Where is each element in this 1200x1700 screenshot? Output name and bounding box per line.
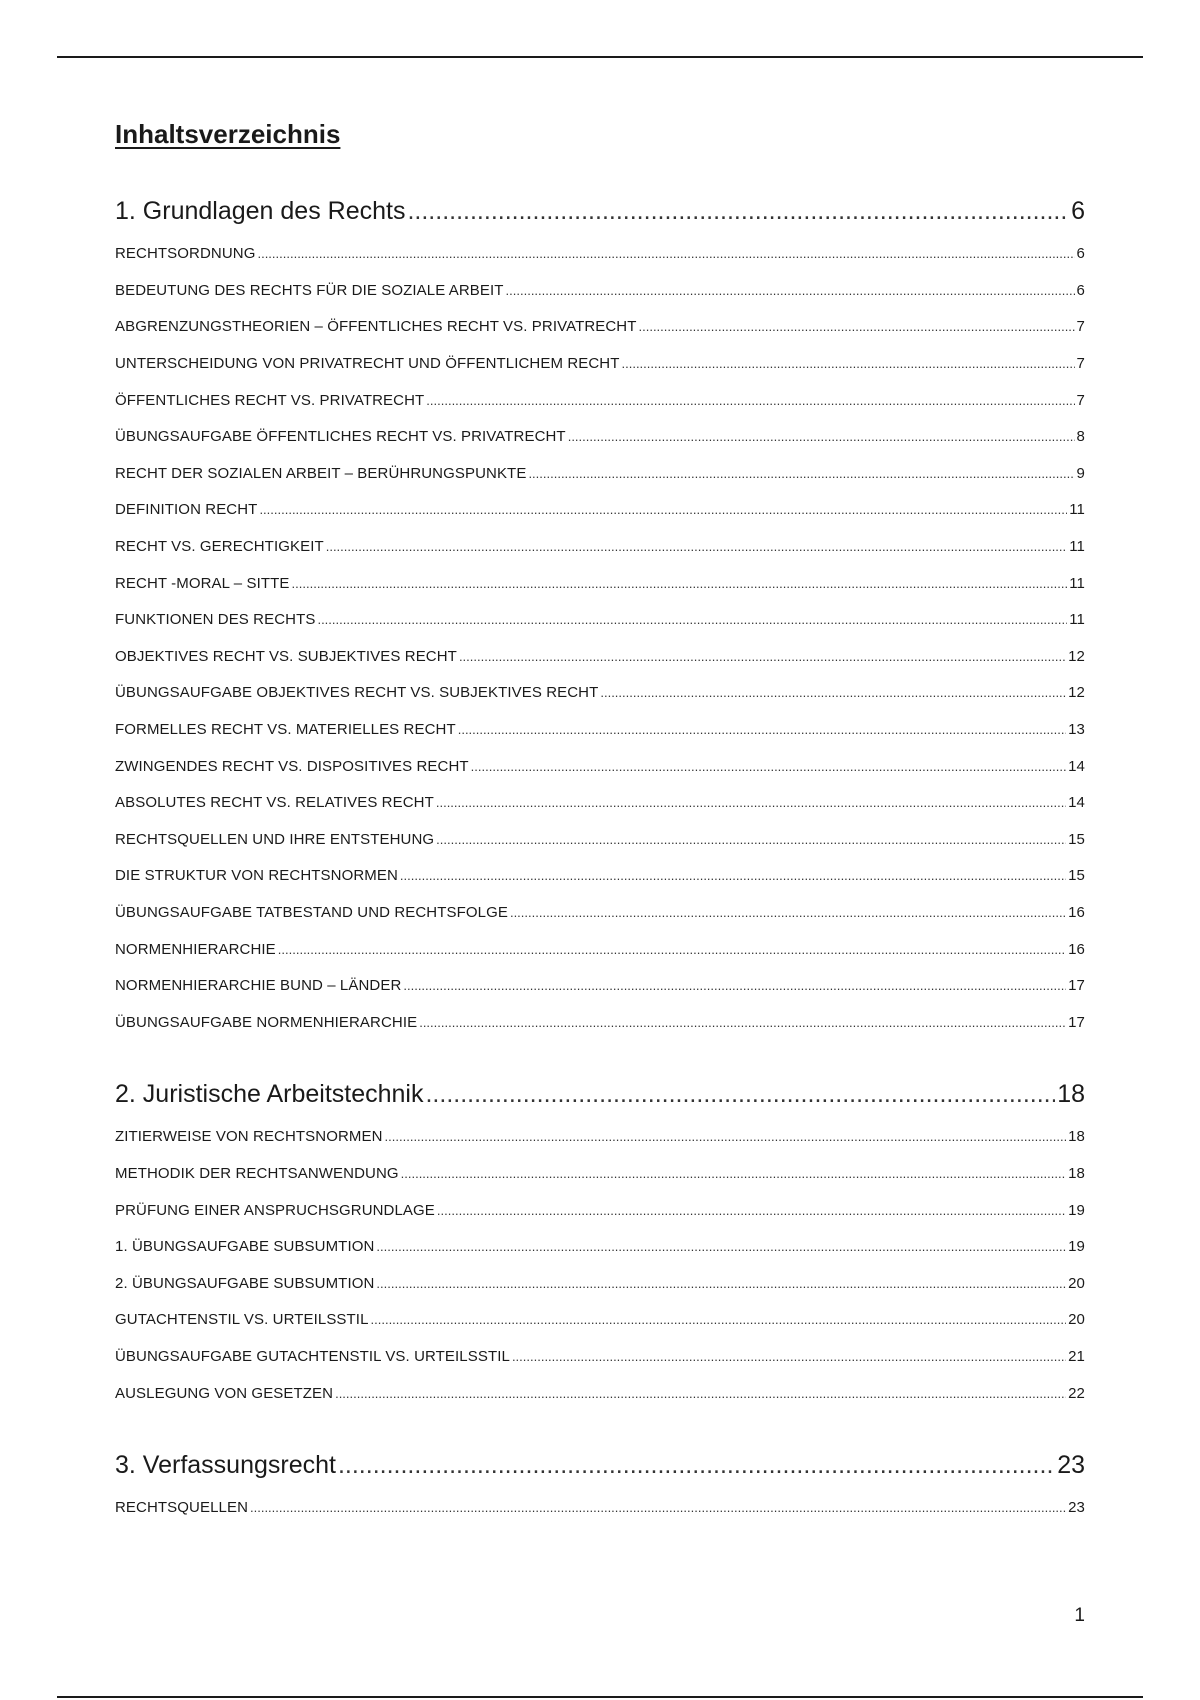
toc-dot-leader [400, 866, 1066, 886]
toc-entry-label: RECHT -MORAL – SITTE [115, 574, 290, 592]
toc-entry[interactable] [115, 1265, 1085, 1302]
toc-entry-page: 12 [1068, 647, 1085, 665]
toc-chapter-title: 3. Verfassungsrecht [115, 1450, 336, 1479]
toc-dot-leader [317, 610, 1067, 630]
toc-dot-leader [436, 793, 1066, 813]
toc-dot-leader [326, 537, 1068, 557]
toc-chapter-title: 2. Juristische Arbeitstechnik [115, 1080, 424, 1109]
toc-entry-label: PRÜFUNG EINER ANSPRUCHSGRUNDLAGE [115, 1201, 435, 1219]
toc-entry-page: 16 [1068, 903, 1085, 921]
toc-dot-leader [622, 354, 1075, 374]
toc-dot-leader [401, 1164, 1066, 1184]
toc-dot-leader [371, 1310, 1067, 1330]
toc-entry[interactable] [115, 748, 1085, 785]
toc-chapter-page: 6 [1071, 197, 1085, 225]
toc-entry[interactable] [115, 529, 1085, 566]
toc-entry[interactable] [115, 492, 1085, 529]
toc-entry-page: 8 [1076, 428, 1085, 446]
header-rule [57, 56, 1143, 58]
toc-entry-label: ZITIERWEISE VON RECHTSNORMEN [115, 1128, 383, 1146]
toc-entry-label: UNTERSCHEIDUNG VON PRIVATRECHT UND ÖFFENTLICHEM RECHT [115, 355, 620, 373]
toc-entry-label: NORMENHIERARCHIE BUND – LÄNDER [115, 977, 402, 995]
toc-entry-page: 17 [1068, 1013, 1085, 1031]
toc-entry-page: 6 [1076, 245, 1085, 263]
toc-dot-leader [419, 1013, 1066, 1033]
toc-dot-leader [437, 1201, 1066, 1221]
toc-chapter-title: 1. Grundlagen des Rechts [115, 197, 406, 225]
toc-entry-label: FUNKTIONEN DES RECHTS [115, 611, 316, 629]
toc-entry-page: 18 [1068, 1164, 1085, 1182]
toc-entry-page: 20 [1068, 1311, 1085, 1329]
toc-section [115, 1077, 1085, 1412]
toc-entry-label: ÜBUNGSAUFGABE GUTACHTENSTIL VS. URTEILSSTIL [115, 1347, 510, 1365]
toc-entry[interactable] [115, 968, 1085, 1005]
toc-entry-label: RECHT VS. GERECHTIGKEIT [115, 538, 324, 556]
page-number: 1 [1074, 1605, 1085, 1626]
toc-entry[interactable] [115, 1192, 1085, 1229]
toc-entry[interactable] [115, 309, 1085, 346]
toc-dot-leader [506, 281, 1075, 301]
toc-entry-page: 19 [1068, 1238, 1085, 1256]
toc-entry[interactable] [115, 602, 1085, 639]
toc-entry-page: 11 [1069, 538, 1085, 556]
toc-entry[interactable] [115, 858, 1085, 895]
toc-entry-page: 16 [1068, 940, 1085, 958]
toc-entry[interactable] [115, 1339, 1085, 1376]
toc-entry-label: DIE STRUKTUR VON RECHTSNORMEN [115, 867, 398, 885]
toc-entry-page: 14 [1068, 757, 1085, 775]
toc-entry-label: RECHT DER SOZIALEN ARBEIT – BERÜHRUNGSPUNKTE [115, 464, 527, 482]
toc-entry-page: 9 [1076, 464, 1085, 482]
toc-dot-leader [436, 830, 1066, 850]
toc-dot-leader [250, 1498, 1066, 1518]
toc-dot-leader [512, 1347, 1066, 1367]
toc-dot-leader [259, 500, 1067, 520]
toc-entry[interactable] [115, 785, 1085, 822]
toc-sections [115, 194, 1085, 1526]
toc-entry-page: 20 [1068, 1274, 1085, 1292]
toc-entry-page: 15 [1068, 830, 1085, 848]
toc-dot-leader [426, 391, 1074, 411]
toc-entry[interactable] [115, 895, 1085, 932]
toc-entry[interactable] [115, 1490, 1085, 1527]
toc-entry-page: 11 [1069, 611, 1085, 629]
toc-entry-page: 6 [1076, 281, 1085, 299]
toc-entry-page: 19 [1068, 1201, 1085, 1219]
toc-entry-page: 22 [1068, 1384, 1085, 1402]
toc-dot-leader [376, 1237, 1066, 1257]
toc-entry-page: 11 [1069, 574, 1085, 592]
toc-entry-page: 13 [1068, 721, 1085, 739]
toc-entry[interactable] [115, 273, 1085, 310]
toc-entry-page: 12 [1068, 684, 1085, 702]
toc-entry-label: AUSLEGUNG VON GESETZEN [115, 1384, 334, 1402]
toc-entry[interactable] [115, 236, 1085, 273]
toc-entry[interactable] [115, 456, 1085, 493]
toc-dot-leader [335, 1384, 1066, 1404]
toc-entry-page: 7 [1076, 391, 1085, 409]
toc-entry[interactable] [115, 931, 1085, 968]
toc-dot-leader [425, 1077, 1055, 1111]
toc-entry[interactable] [115, 1229, 1085, 1266]
toc-entry-label: FORMELLES RECHT VS. MATERIELLES RECHT [115, 721, 456, 739]
toc-entry-page: 11 [1069, 501, 1085, 519]
toc-dot-leader [458, 720, 1066, 740]
toc-entry[interactable] [115, 675, 1085, 712]
toc-dot-leader [600, 683, 1066, 703]
toc-dot-leader [510, 903, 1066, 923]
toc-dot-leader [338, 1448, 1055, 1482]
toc-entry[interactable] [115, 712, 1085, 749]
toc-chapter-entry[interactable] [115, 194, 1085, 228]
toc-entry[interactable] [115, 419, 1085, 456]
toc-dot-leader [403, 976, 1066, 996]
toc-entry-page: 15 [1068, 867, 1085, 885]
toc-entry[interactable] [115, 1119, 1085, 1156]
toc-entry-page: 7 [1076, 355, 1085, 373]
toc-entry-label: BEDEUTUNG DES RECHTS FÜR DIE SOZIALE ARBEIT [115, 281, 504, 299]
toc-entry-label: 1. ÜBUNGSAUFGABE SUBSUMTION [115, 1238, 375, 1256]
toc-entry-label: ABGRENZUNGSTHEORIEN – ÖFFENTLICHES RECHT VS. PRIVATRECHT [115, 318, 637, 336]
toc-entry-label: RECHTSQUELLEN UND IHRE ENTSTEHUNG [115, 830, 435, 848]
toc-entry[interactable] [115, 1156, 1085, 1193]
toc-entry[interactable] [115, 1302, 1085, 1339]
toc-entry-label: ABSOLUTES RECHT VS. RELATIVES RECHT [115, 794, 434, 812]
toc-entry-page: 14 [1068, 794, 1085, 812]
toc-dot-leader [528, 464, 1074, 484]
toc-entry[interactable] [115, 822, 1085, 859]
toc-entry[interactable] [115, 382, 1085, 419]
toc-entry[interactable] [115, 565, 1085, 602]
toc-entry-label: ÖFFENTLICHES RECHT VS. PRIVATRECHT [115, 391, 425, 409]
toc-entry-label: ÜBUNGSAUFGABE TATBESTAND UND RECHTSFOLGE [115, 903, 508, 921]
toc-section [115, 1448, 1085, 1527]
toc-section [115, 194, 1085, 1041]
toc-entry-label: METHODIK DER RECHTSANWENDUNG [115, 1164, 399, 1182]
toc-chapter-entry[interactable] [115, 1448, 1085, 1482]
toc-dot-leader [568, 427, 1075, 447]
toc-title: Inhaltsverzeichnis [115, 119, 341, 149]
toc-chapter-page: 23 [1057, 1450, 1085, 1479]
toc-dot-leader [292, 574, 1068, 594]
toc-chapter-page: 18 [1057, 1080, 1085, 1109]
toc-dot-leader [407, 194, 1069, 228]
toc-chapter-entry[interactable] [115, 1077, 1085, 1111]
footer-rule [57, 1696, 1143, 1698]
toc-entry-page: 7 [1076, 318, 1085, 336]
toc-entry[interactable] [115, 346, 1085, 383]
toc-entry-label: NORMENHIERARCHIE [115, 940, 276, 958]
toc-entry[interactable] [115, 639, 1085, 676]
toc-entry-page: 21 [1068, 1347, 1085, 1365]
toc-entry-page: 17 [1068, 977, 1085, 995]
toc-entry-label: RECHTSQUELLEN [115, 1499, 248, 1517]
toc-entry-label: ÜBUNGSAUFGABE ÖFFENTLICHES RECHT VS. PRIVATRECHT [115, 428, 566, 446]
toc-dot-leader [639, 317, 1075, 337]
toc-entry-page: 23 [1068, 1499, 1085, 1517]
toc-entry-page: 18 [1068, 1128, 1085, 1146]
toc-entry-label: RECHTSORDNUNG [115, 245, 256, 263]
toc-entry-label: ÜBUNGSAUFGABE NORMENHIERARCHIE [115, 1013, 418, 1031]
toc-entry-label: ÜBUNGSAUFGABE OBJEKTIVES RECHT VS. SUBJEKTIVES RECHT [115, 684, 599, 702]
toc-entry-label: ZWINGENDES RECHT VS. DISPOSITIVES RECHT [115, 757, 469, 775]
toc-dot-leader [459, 647, 1066, 667]
toc-dot-leader [471, 757, 1066, 777]
toc-dot-leader [278, 940, 1066, 960]
toc-entry-label: OBJEKTIVES RECHT VS. SUBJEKTIVES RECHT [115, 647, 457, 665]
toc-entry-label: GUTACHTENSTIL VS. URTEILSSTIL [115, 1311, 369, 1329]
toc-entry-label: 2. ÜBUNGSAUFGABE SUBSUMTION [115, 1274, 375, 1292]
toc-dot-leader [385, 1127, 1067, 1147]
toc-entry[interactable] [115, 1004, 1085, 1041]
toc-entry[interactable] [115, 1375, 1085, 1412]
toc-entry-label: DEFINITION RECHT [115, 501, 258, 519]
toc-dot-leader [257, 244, 1074, 264]
toc-dot-leader [376, 1274, 1066, 1294]
table-of-contents [115, 118, 1085, 1526]
